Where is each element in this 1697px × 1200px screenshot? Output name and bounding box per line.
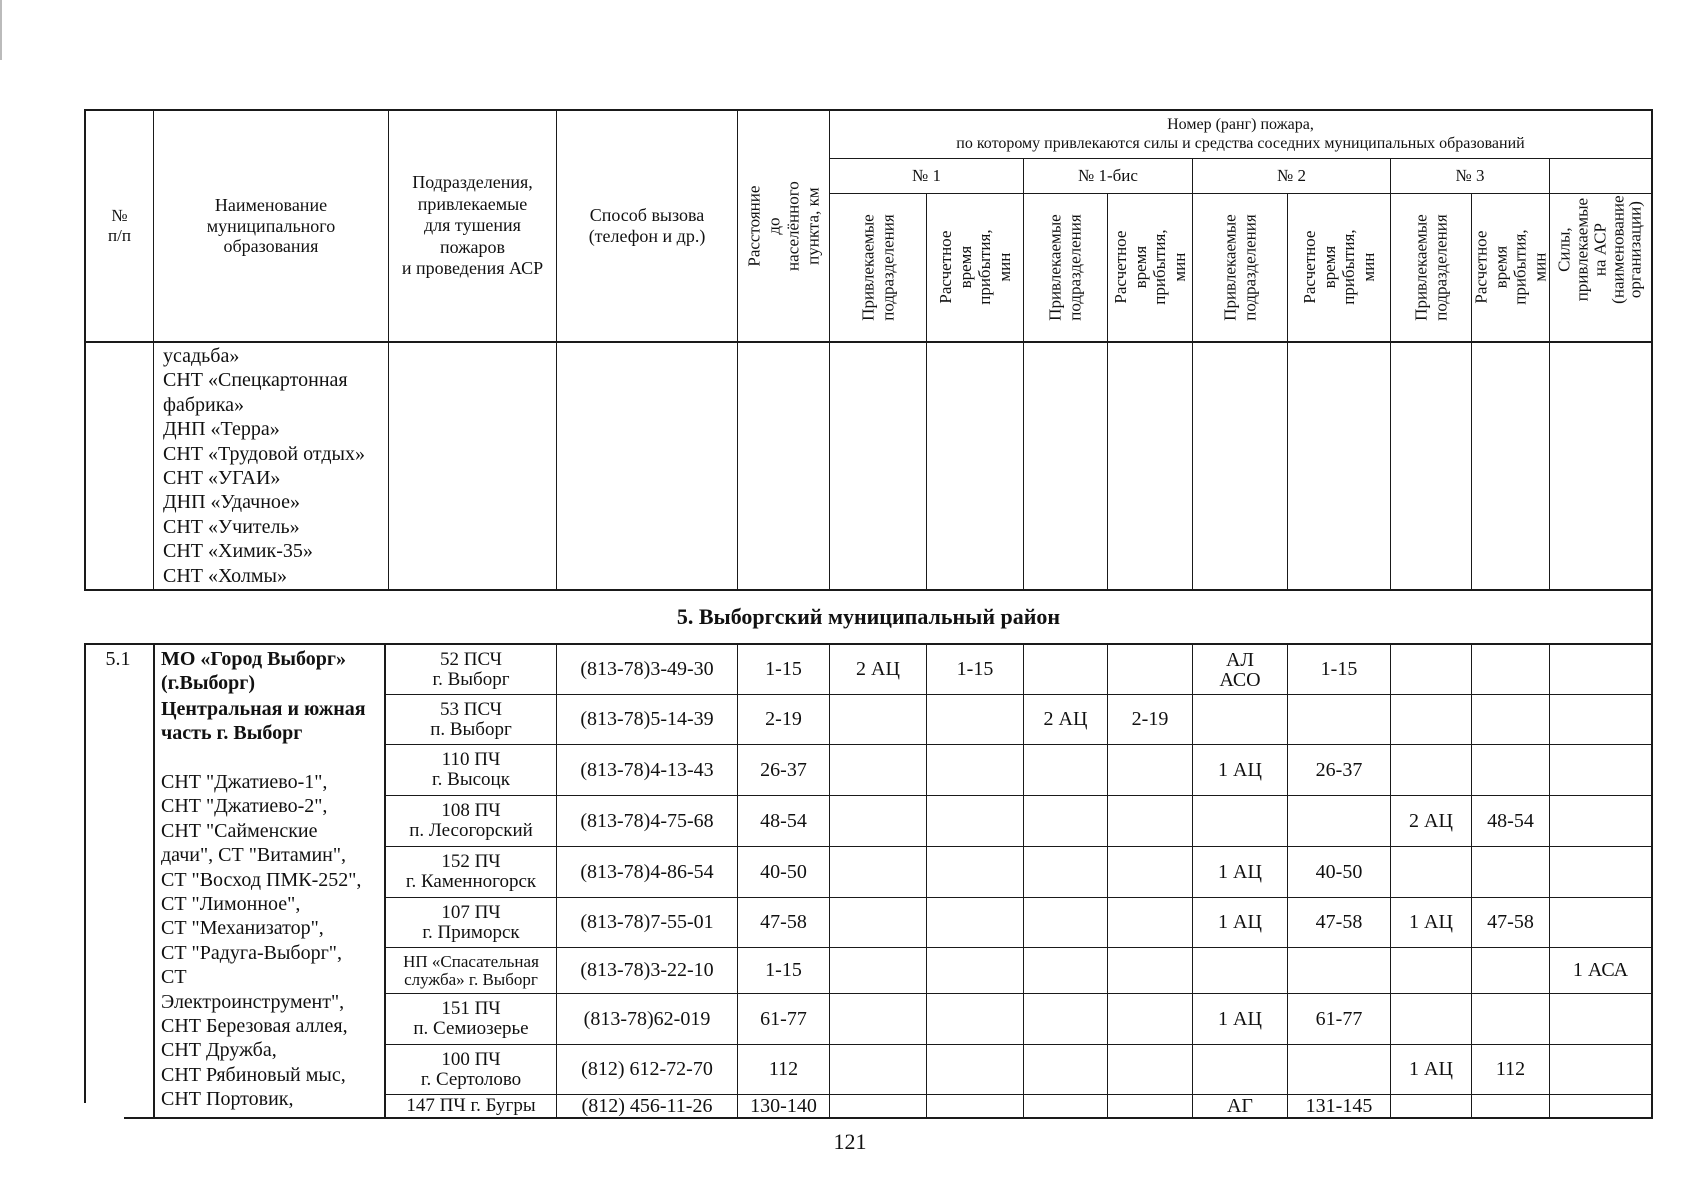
cell-r3u [1391,948,1471,993]
header-r2-time: Расчетное время прибытия, мин [1299,229,1378,306]
cell-r3u: 1 АЦ [1409,911,1453,933]
cell-unit: 107 ПЧ г. Приморск [422,901,520,943]
cell-r3u: 1 АЦ [1409,1058,1453,1080]
cell-r1t [927,948,1023,993]
header-r1bis-units: Привлекаемые подразделения [1045,214,1085,321]
cell-dist: 61-77 [760,1007,807,1030]
cell-r1u [830,847,926,897]
cell-asr [1550,847,1651,897]
cell-r2t [1288,796,1390,846]
cell-r1bu [1024,745,1107,795]
header-units: Подразделения, привлекаемые для тушения пожаров и проведения АСР [401,172,544,279]
header-distance: Расстояние до населённого пункта, км [744,181,823,271]
header-r3-units: Привлекаемые подразделения [1411,214,1450,321]
cell-r3t [1472,745,1549,795]
cell-r1t [927,745,1023,795]
cell-r3t: 112 [1495,1058,1526,1080]
cell-r2u [1193,948,1287,993]
header-r3-time: Расчетное время прибытия, мин [1471,229,1550,306]
cell-unit: 100 ПЧ г. Сертолово [420,1048,522,1090]
cell-phone: (813-78)62-019 [583,1007,711,1030]
cell-r3u [1391,1095,1471,1117]
cell-dist: 40-50 [760,860,807,883]
cell-r1t [927,1045,1023,1094]
cell-phone: (813-78)3-22-10 [580,959,714,981]
cell-r2t: 1-15 [1320,658,1358,680]
cell-dist: 26-37 [760,758,807,781]
cell-unit: 52 ПСЧ г. Выборг [432,648,510,690]
cell-r1bu [1024,796,1107,846]
cell-r3t: 47-58 [1487,911,1534,933]
entry-mo-title: МО «Город Выборг» (г.Выборг) [161,648,346,694]
cell-r1u [830,745,926,795]
cell-r1bt [1108,948,1192,993]
cell-r1u [830,994,926,1044]
entry-snt-list: СНТ "Джатиево-1", СНТ "Джатиево-2", СНТ "Сайменские дачи", СТ "Витамин", СТ "Восход ПМК-252", СТ "Лимонное", СТ "Механизатор", СТ "Радуга-Выборг", СТ Электроинструмент", СНТ Березовая аллея, СНТ Дружба, СНТ Рябиновый мыс, СНТ Портовик, [161,771,362,1111]
cell-r1t [927,796,1023,846]
cell-phone: (813-78)4-86-54 [580,860,714,883]
scan-mark [0,0,2,60]
cell-phone: (813-78)7-55-01 [580,911,714,933]
cell-asr [1550,1095,1651,1117]
cell-r3u [1391,745,1471,795]
header-call: Способ вызова (телефон и др.) [588,205,706,246]
cell-r1u [830,898,926,947]
cell-r2t: 40-50 [1315,860,1363,883]
header-mo-name: Наименование муниципального образования [206,194,336,257]
cell-r2t [1288,948,1390,993]
cell-asr [1550,695,1651,744]
cell-r2u: АГ [1226,1094,1253,1117]
cell-r1t [927,695,1023,744]
cell-r1bu [1024,645,1107,694]
header-r1-units: Привлекаемые подразделения [858,214,897,321]
cell-dist: 130-140 [750,1094,817,1117]
cell-r1bt [1108,645,1192,694]
cell-phone: (813-78)4-13-43 [580,758,714,781]
cell-r3t [1472,948,1549,993]
cell-r1bu [1024,1095,1107,1117]
cell-r1bt [1108,847,1192,897]
section-title: 5. Выборгский муниципальный район [676,604,1061,630]
cell-r3t [1472,645,1549,694]
cell-r1u [830,948,926,993]
cell-r3t [1472,994,1549,1044]
cell-r3u [1391,695,1471,744]
cell-unit: 110 ПЧ г. Высоцк [432,749,510,790]
cell-r2u: АЛ АСО [1219,648,1261,691]
cell-r2t: 47-58 [1315,911,1363,933]
cell-phone: (813-78)3-49-30 [580,658,714,680]
cell-r2u: 1 АЦ [1218,860,1262,883]
cell-r2u [1193,695,1287,744]
cell-r2u: 1 АЦ [1218,911,1262,933]
cell-r3u [1391,994,1471,1044]
header-rank-title: Номер (ранг) пожара, по которому привлекаются силы и средства соседних муниципальных образований [956,116,1525,152]
cell-r2t: 61-77 [1315,1007,1363,1030]
cell-r1bt: 2-19 [1131,708,1169,730]
cell-r1u: 2 АЦ [856,658,900,680]
cell-phone: (812) 456-11-26 [581,1094,713,1117]
header-rank-1bis: № 1-бис [1078,166,1138,186]
cell-r1bt [1108,1095,1192,1117]
cell-dist: 1-15 [765,658,802,680]
cell-asr [1550,1045,1651,1094]
cell-asr [1550,745,1651,795]
cell-r3u [1391,847,1471,897]
cell-r1t [927,847,1023,897]
cell-r1bt [1108,994,1192,1044]
cell-r1u [830,796,926,846]
cell-r3u [1391,645,1471,694]
cell-r1bu: 2 АЦ [1043,708,1088,730]
header-r1bis-time: Расчетное время прибытия, мин [1110,229,1189,306]
cell-dist: 112 [768,1058,799,1080]
header-r1-time: Расчетное время прибытия, мин [935,229,1014,306]
cell-asr: 1 АСА [1572,959,1629,981]
cell-dist: 1-15 [765,959,802,981]
cell-r2t: 26-37 [1315,758,1363,781]
cell-r2u: 1 АЦ [1218,1007,1262,1030]
cell-phone: (813-78)5-14-39 [580,708,714,730]
header-rank-1: № 1 [912,166,941,186]
cell-unit: 152 ПЧ г. Каменногорск [405,851,537,892]
cell-r1bu [1024,1045,1107,1094]
cell-asr [1550,645,1651,694]
cell-r2u [1193,796,1287,846]
cell-r1u [830,1095,926,1117]
header-r2-units: Привлекаемые подразделения [1220,214,1259,321]
cell-unit: 53 ПСЧ п. Выборг [430,698,512,740]
cell-r1bt [1108,796,1192,846]
cell-r1t: 1-15 [956,658,994,680]
header-asr: Силы, привлекаемые на АСР (наименование организации) [1554,195,1646,305]
continued-names-list: усадьба» СНТ «Спецкартонная фабрика» ДНП «Терра» СНТ «Трудовой отдых» СНТ «УГАИ» ДНП «Удачное» СНТ «Учитель» СНТ «Химик-35» СНТ «Холмы» [163,345,365,587]
cell-r3t [1472,1095,1549,1117]
cell-r2t [1288,1045,1390,1094]
cell-r3t: 48-54 [1487,809,1534,832]
cell-r1bt [1108,1045,1192,1094]
entry-num: 5.1 [105,648,131,670]
cell-r1t [927,994,1023,1044]
cell-unit: 151 ПЧ п. Семиозерье [413,998,529,1039]
header-rank-2: № 2 [1277,166,1306,186]
cell-phone: (813-78)4-75-68 [580,809,714,832]
cell-dist: 47-58 [760,911,807,933]
cell-r1bu [1024,994,1107,1044]
cell-asr [1550,796,1651,846]
cell-phone: (812) 612-72-70 [581,1058,713,1080]
cell-r2t: 131-145 [1305,1094,1373,1117]
cell-r2t [1288,695,1390,744]
cell-r1bu [1024,948,1107,993]
page-number: 121 [833,1129,867,1154]
header-num: № п/п [108,206,131,245]
cell-r3t [1472,695,1549,744]
cell-r2u [1193,1045,1287,1094]
cell-r3u: 2 АЦ [1409,809,1453,832]
cell-unit: НП «Спасательная служба» г. Выборг [403,951,539,989]
cell-r1bu [1024,898,1107,947]
cell-asr [1550,898,1651,947]
cell-dist: 48-54 [760,809,807,832]
cell-r1u [830,1045,926,1094]
cell-r1bt [1108,898,1192,947]
cell-dist: 2-19 [765,708,802,730]
entry-zone-title: Центральная и южная часть г. Выборг [161,698,366,744]
cell-unit: 147 ПЧ г. Бугры [406,1095,536,1117]
cell-asr [1550,994,1651,1044]
cell-r1bt [1108,745,1192,795]
cell-r1t [927,898,1023,947]
cell-unit: 108 ПЧ п. Лесогорский [409,800,533,841]
cell-r3t [1472,847,1549,897]
cell-r2u: 1 АЦ [1218,758,1262,781]
cell-r1bu [1024,847,1107,897]
cell-r1t [927,1095,1023,1117]
cell-r1u [830,695,926,744]
header-rank-3: № 3 [1455,166,1485,186]
